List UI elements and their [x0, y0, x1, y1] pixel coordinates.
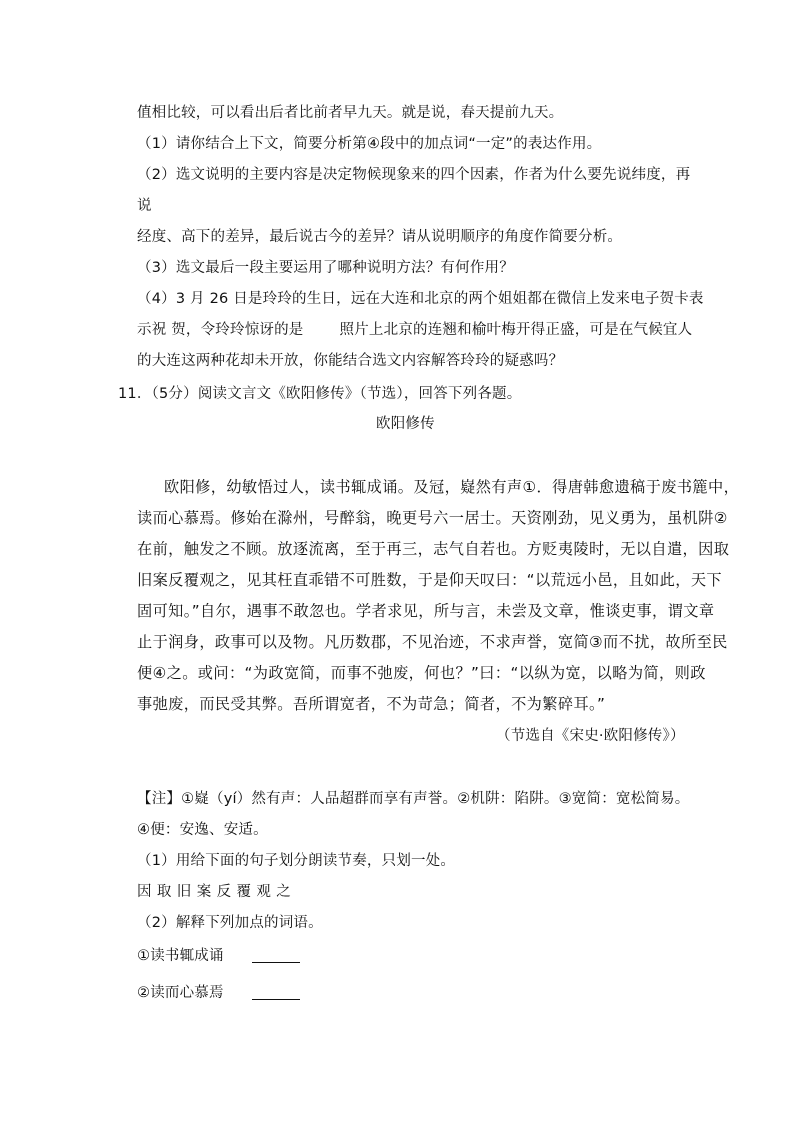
q10-sub2-cont2: 经度、高下的差异，最后说古今的差异？请从说明顺序的角度作简要分析。: [137, 229, 623, 245]
answer-blank-1[interactable]: [252, 946, 300, 963]
passage-line-2: 读而心慕焉。修始在滁州，号醉翁，晚更号六一居士。天资刚劲，见义勇为，虽机阱②: [137, 509, 728, 527]
passage-line-6: 止于润身，政事可以及物。凡历数郡，不见治迹，不求声誉，宽简③而不扰，故所至民: [137, 633, 728, 651]
notes-line-1: 【注】①嶷（yí）然有声：人品超群而享有声誉。②机阱：陷阱。③宽简：宽松简易。: [137, 791, 690, 807]
rhythm-sentence: 因取旧案反覆观之: [137, 884, 297, 900]
q10-sub4: （4）3 月 26 日是玲玲的生日，远在大连和北京的两个姐姐都在微信上发来电子贺卡表: [137, 291, 704, 307]
q10-sub4-text-b: 照片上北京的连翘和榆叶梅开得正盛，可是在气候宜人: [339, 322, 693, 338]
vocab-item-1: [137, 946, 300, 966]
passage-source: （节选自《宋史·欧阳修传》）: [496, 728, 685, 744]
q10-sub3: （3）选文最后一段主要运用了哪种说明方法？有何作用？: [137, 260, 514, 276]
q11-heading: 11．（5分）阅读文言文《欧阳修传》（节选），回答下列各题。: [118, 386, 522, 402]
answer-blank-2[interactable]: [252, 983, 300, 1000]
passage-line-5: 固可知。”自尔，遇事不敢忽也。学者求见，所与言，未尝及文章，惟谈吏事，谓文章: [137, 602, 715, 620]
vocab-item-2: [137, 983, 300, 1003]
passage-line-4: 旧案反覆观之，见其枉直乖错不可胜数，于是仰天叹曰：“以荒远小邑，且如此，天下: [137, 571, 723, 589]
q10-sub4-cont: [137, 320, 692, 340]
vocab-item-1-text: ①读书辄成诵: [137, 948, 224, 964]
passage-line-1: 欧阳修，幼敏悟过人，读书辄成诵。及冠，嶷然有声①．得唐韩愈遗稿于废书簏中，: [164, 478, 740, 496]
q11-sub2: （2）解释下列加点的词语。: [137, 915, 323, 931]
notes-line-2: ④便：安逸、安适。: [137, 822, 268, 838]
q11-sub1: （1）用给下面的句子划分朗读节奏，只划一处。: [137, 853, 456, 869]
passage-title: 欧阳修传: [376, 416, 435, 432]
passage-line-3: 在前，触发之不顾。放逐流离，至于再三，志气自若也。方贬夷陵时，无以自遣，因取: [137, 540, 730, 558]
passage-line-8: 事弛废，而民受其弊。吾所谓宽者，不为苛急；简者，不为繁碎耳。”: [137, 695, 606, 713]
q10-line-1: 值相比较，可以看出后者比前者早九天。就是说，春天提前九天。: [137, 105, 564, 121]
q10-sub2: （2）选文说明的主要内容是决定物候现象来的四个因素，作者为什么要先说纬度，再: [137, 167, 691, 183]
q10-sub4-text-a: 示祝 贺，令玲玲惊讶的是: [137, 322, 304, 338]
vocab-item-2-text: ②读而心慕焉: [137, 985, 224, 1001]
q10-sub1: （1）请你结合上下文，简要分析第④段中的加点词“一定”的表达作用。: [137, 136, 602, 152]
q10-sub4-cont2: 的大连这两种花却未开放，你能结合选文内容解答玲玲的疑惑吗？: [137, 353, 564, 369]
q10-sub2-cont: 说: [137, 198, 152, 214]
passage-line-7: 便④之。或问：“为政宽简，而事不弛废，何也？”曰：“以纵为宽，以略为简，则政: [137, 664, 706, 682]
